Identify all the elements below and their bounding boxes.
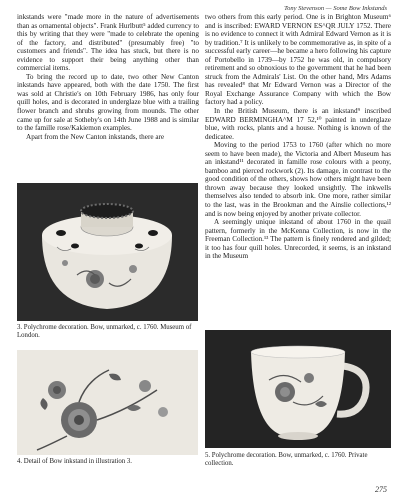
figure-3-caption: 3. Polychrome decoration. Bow, unmarked, c. 1760. Museum of London. bbox=[17, 324, 192, 340]
cup-illustration bbox=[205, 330, 391, 448]
paragraph: Moving to the period 1753 to 1760 (after which no more seem to have been made), the Victoria and Albert Museum has an inkstand¹¹ decorated in famille rose colours with a peony, bamboo and pierced rockwork (2). Its damage, in contrast to the good condition of the others, shows how others might have been thrown away because they looked unsightly. The inkwells themselves also tended to absorb ink. One more, rather similar to the last, was in the Brookman and the Ainslie collections,¹² and is now being enjoyed by another private collector. bbox=[205, 141, 391, 218]
page-number: 275 bbox=[375, 485, 387, 494]
paragraph: two others from this early period. One is in Brighton Museum⁶ and is inscribed: EWARD VERNON ES^QR JULY 1752. There is no evidence to connect it with Admiral Edward Vernon as it is by tradition.⁷ It is unlikely to be commemorative as, in spite of a successful early career—he became a hero following his capture of Portobello in 1739—by 1752 he was old, in compulsory retirement and so obnoxious to the government that he had been struck from the Admirals' List. On the other hand, Mrs Adams has revealed⁸ that Mr Edward Vernon was a Director of the Royal Exchange Assurance Company with which the Bow factory had a policy. bbox=[205, 13, 391, 107]
paragraph: Apart from the New Canton inkstands, there are bbox=[26, 132, 165, 141]
paragraph: In the British Museum, there is an inkstand⁹ inscribed EDWARD BERMINGHA^M 17 52,¹⁰ painted in underglaze blue, with rocks, plants and a house. Nothing is known of the dedicatee. bbox=[205, 107, 391, 141]
figure-3-inkstand-photo bbox=[17, 183, 198, 321]
figure-5-caption: 5. Polychrome decoration. Bow, unmarked, c. 1760. Private collection. bbox=[205, 452, 368, 468]
flower-detail-illustration bbox=[17, 350, 198, 455]
paragraph: inkstands were "made more in the nature of advertisements than as ornamental objects". Frank Hurlbutt⁵ added currency to this by writing that they were "made to celebrate the opening of the factory, and distributed" (presumably free) "to customers and friends". The idea has stuck, but there is no evidence to support their being anything other than commercial items. bbox=[17, 13, 199, 73]
running-head: Tony Stevenson — Some Bow Inkstands bbox=[284, 5, 387, 12]
right-column-text bbox=[205, 13, 391, 261]
figure-5-cup-photo bbox=[205, 330, 391, 448]
paragraph: To bring the record up to date, two other New Canton inkstands have appeared, both with the date 1750. The first was sold at Christie's on 10th February 1986, has only four quill holes, and is decorated in underglaze blue with a trailing flower branch and shrubs growing from mounds. The other came up for sale at Sotheby's on 14th June 1988 and is similar to the famille rose/Kakiemon examples. bbox=[17, 72, 199, 133]
inkstand-illustration bbox=[17, 183, 198, 321]
figure-4-caption: 4. Detail of Bow inkstand in illustration 3. bbox=[17, 458, 132, 465]
figure-4-detail-photo bbox=[17, 350, 198, 455]
paragraph: A seemingly unique inkstand of about 1760 in the quail pattern, formerly in the McKenna Collection, is now in the Freeman Collection.¹³ The pattern is finely rendered and gilded; it too has four quill holes. Unrecorded, it seems, is an inkstand in the Museum bbox=[205, 218, 391, 261]
left-column-text bbox=[17, 13, 199, 141]
